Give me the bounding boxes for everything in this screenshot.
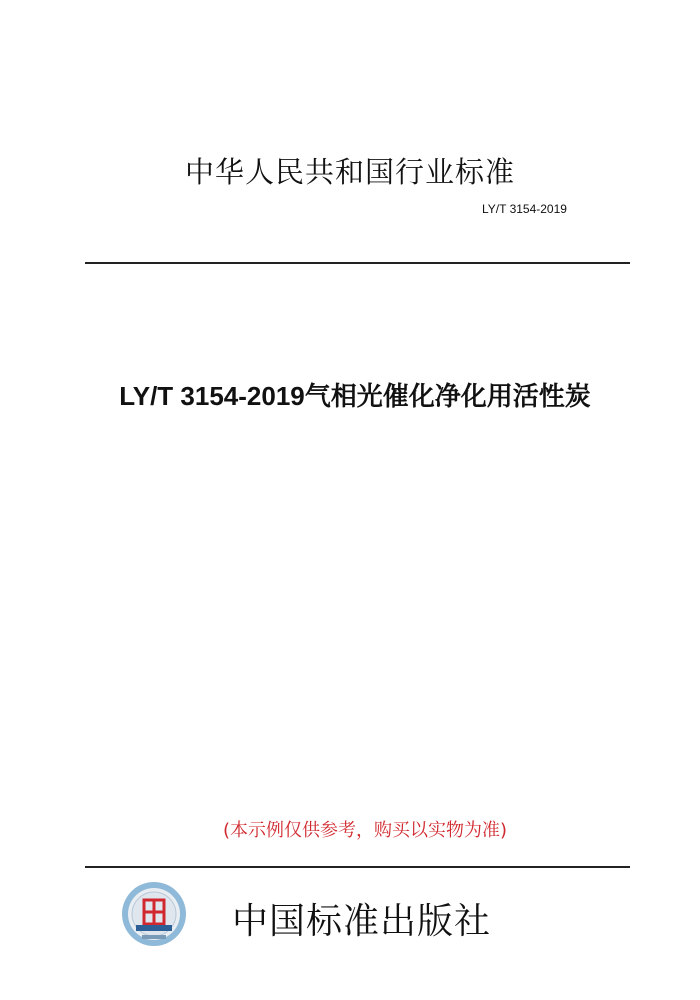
standard-code: LY/T 3154-2019 <box>482 202 567 216</box>
document-title: LY/T 3154-2019气相光催化净化用活性炭 <box>119 381 591 411</box>
top-divider <box>85 262 630 264</box>
bottom-divider <box>85 866 630 868</box>
publisher-name: 中国标准出版社 <box>232 901 492 942</box>
standard-category-title: 中华人民共和国行业标准 <box>184 155 515 189</box>
sample-disclaimer: (本示例仅供参考，购买以实物为准) <box>222 820 508 841</box>
publisher-seal-icon <box>120 880 188 948</box>
